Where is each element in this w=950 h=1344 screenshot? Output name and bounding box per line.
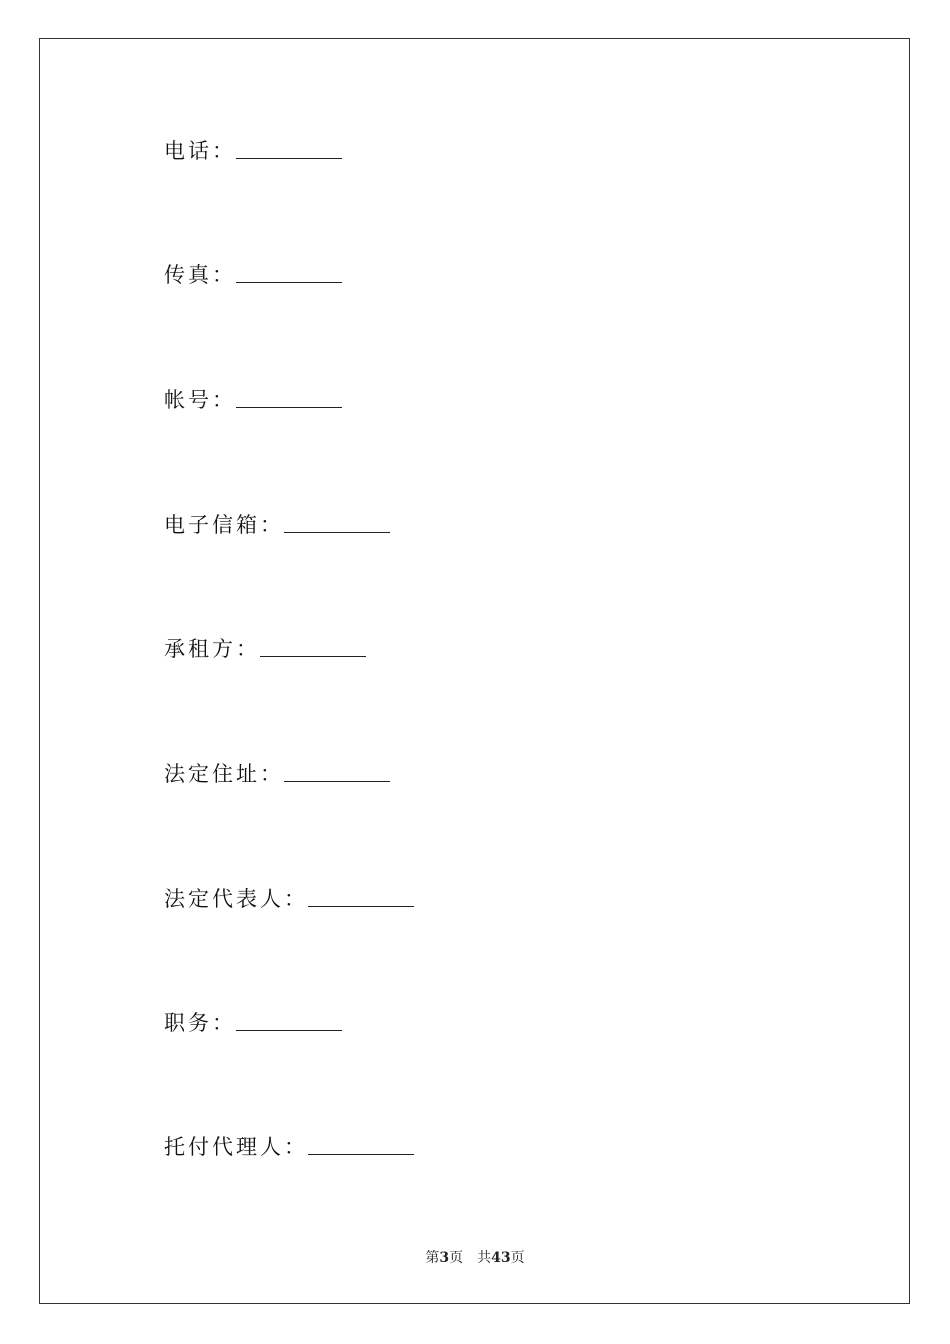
field-blank[interactable]	[308, 905, 414, 907]
field-blank[interactable]	[260, 655, 366, 657]
field-blank[interactable]	[236, 281, 342, 283]
page-suffix: 页	[449, 1250, 464, 1266]
total-prefix: 共	[477, 1250, 492, 1266]
field-label: 承租方：	[164, 637, 260, 661]
field-blank[interactable]	[236, 157, 342, 159]
field-label: 传真：	[164, 263, 236, 287]
page-frame	[39, 38, 910, 1304]
total-suffix: 页	[510, 1250, 525, 1266]
field-row-legal-representative	[164, 884, 414, 914]
field-label: 帐号：	[164, 388, 236, 412]
page-prefix: 第	[425, 1250, 440, 1266]
field-label: 法定代表人：	[164, 887, 308, 911]
field-row-position	[164, 1008, 342, 1038]
field-blank[interactable]	[284, 780, 390, 782]
page-current: 3	[439, 1250, 450, 1266]
field-blank[interactable]	[236, 406, 342, 408]
field-label: 职务：	[164, 1011, 236, 1035]
field-label: 电子信箱：	[164, 513, 284, 537]
field-blank[interactable]	[236, 1029, 342, 1031]
field-row-lessee	[164, 634, 366, 664]
page-total: 43	[491, 1250, 511, 1266]
field-row-agent	[164, 1132, 414, 1162]
field-label: 电话：	[164, 139, 236, 163]
field-label: 托付代理人：	[164, 1135, 308, 1159]
field-row-phone	[164, 136, 342, 166]
field-label: 法定住址：	[164, 762, 284, 786]
field-blank[interactable]	[308, 1153, 414, 1155]
field-row-fax	[164, 260, 342, 290]
field-row-account	[164, 385, 342, 415]
field-blank[interactable]	[284, 531, 390, 533]
field-row-legal-address	[164, 759, 390, 789]
page-footer	[0, 1247, 950, 1267]
field-row-email	[164, 510, 390, 540]
